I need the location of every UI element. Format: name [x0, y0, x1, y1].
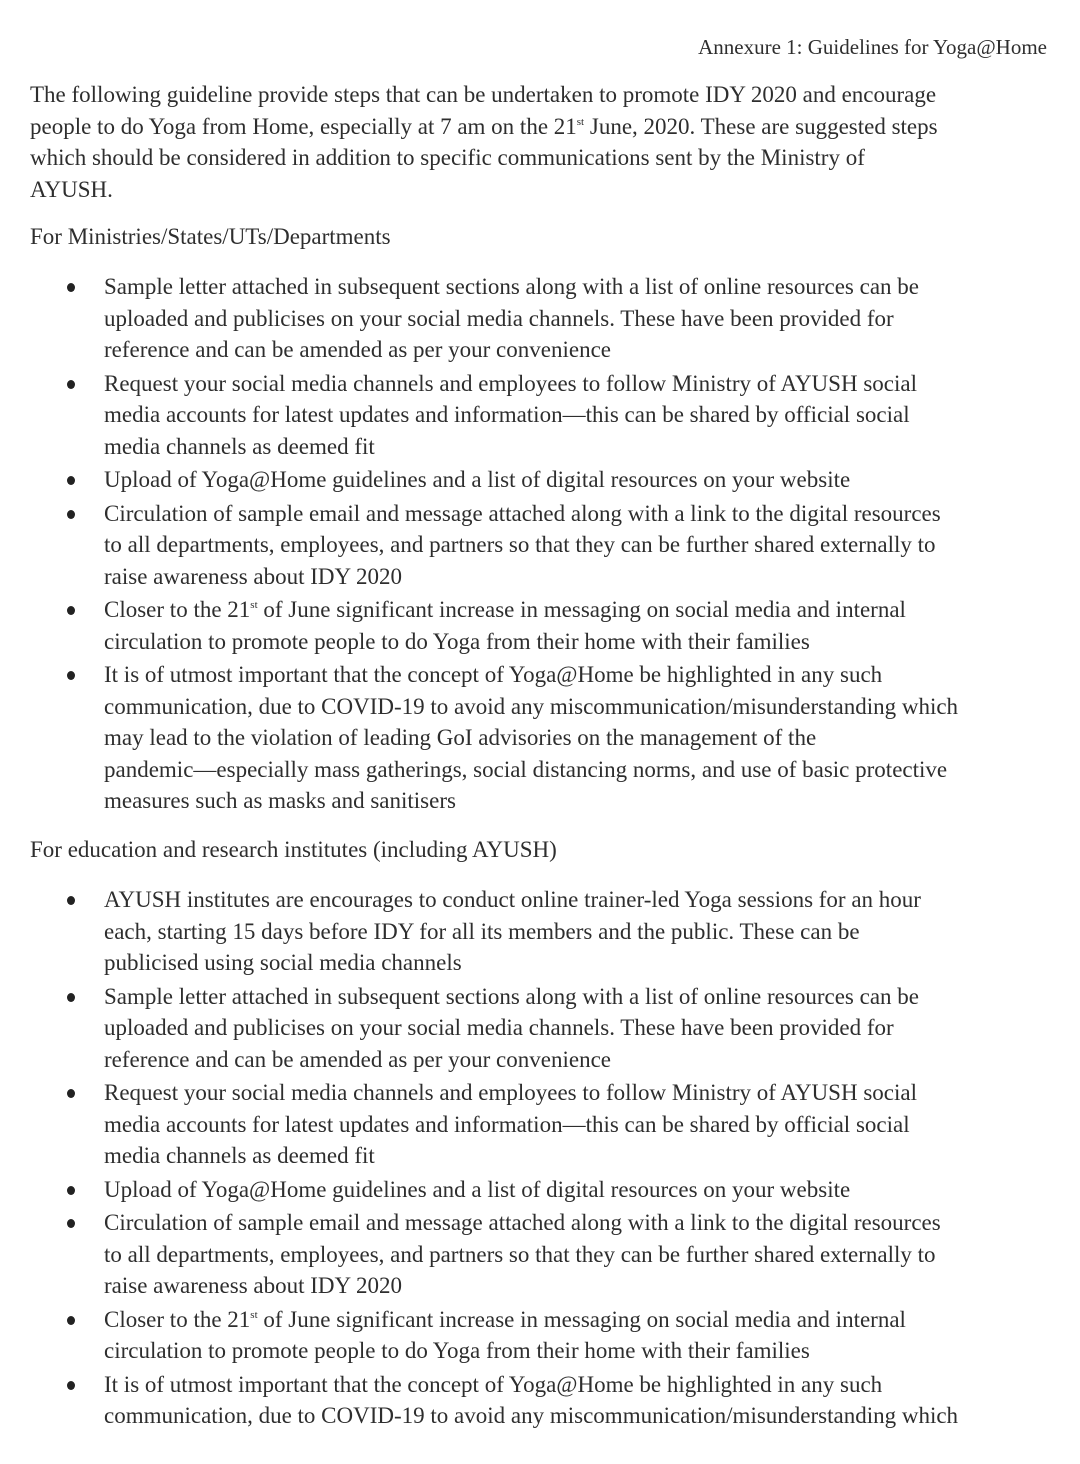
list-item	[0, 594, 958, 657]
text-line: publicised using social media channels	[104, 950, 462, 975]
list-item	[0, 368, 958, 463]
text-line: to all departments, employees, and partners so that they can be further shared externally to	[104, 1241, 936, 1267]
list-item	[0, 1369, 958, 1432]
text-line: Request your social media channels and employees to follow Ministry of AYUSH social	[104, 1080, 917, 1105]
text-line	[30, 111, 938, 143]
text-line: each, starting 15 days before IDY for all its members and the public. These can be	[104, 918, 860, 944]
bullet-icon	[67, 606, 75, 615]
bullet-icon	[67, 1186, 75, 1195]
text-line: pandemic—especially mass gatherings, social distancing norms, and use of basic protective	[104, 756, 948, 782]
text-line	[104, 594, 958, 626]
text-line: raise awareness about IDY 2020	[104, 563, 403, 589]
text-segment: June, 2020. These are suggested steps	[584, 113, 938, 139]
text-segment: of June significant increase in messaging on social media and internal	[257, 1306, 906, 1332]
text-line: raise awareness about IDY 2020	[104, 1273, 403, 1298]
ministries-bullet-list	[0, 271, 958, 819]
list-item	[0, 1207, 958, 1302]
text-line: circulation to promote people to do Yoga from their home with their families	[104, 628, 810, 654]
text-line: AYUSH.	[30, 176, 113, 202]
text-segment: of June significant increase in messaging on social media and internal	[257, 597, 906, 622]
text-line: reference and can be amended as per your convenience	[104, 1046, 611, 1072]
text-line: media accounts for latest updates and information—this can be shared by official social	[104, 1111, 910, 1137]
text-line: Sample letter attached in subsequent sections along with a list of online resources can be	[104, 274, 919, 299]
bullet-icon	[67, 671, 75, 680]
list-item	[0, 464, 958, 496]
text-line: which should be considered in addition to specific communications sent by the Ministry of	[30, 145, 865, 170]
text-line: communication, due to COVID-19 to avoid any miscommunication/misunderstanding which	[104, 1403, 959, 1428]
text-line: Circulation of sample email and message attached along with a link to the digital resources	[104, 1210, 941, 1235]
text-line: to all departments, employees, and partners so that they can be further shared externally to	[104, 532, 936, 557]
text-line: Sample letter attached in subsequent sections along with a list of online resources can be	[104, 983, 919, 1009]
text-line: AYUSH institutes are encourages to conduct online trainer-led Yoga sessions for an hour	[104, 887, 921, 912]
intro-paragraph	[30, 79, 938, 205]
text-line: measures such as masks and sanitisers	[104, 788, 456, 813]
bullet-icon	[67, 1219, 75, 1228]
bullet-icon	[67, 896, 75, 905]
ordinal-superscript: st	[250, 599, 258, 611]
text-line: uploaded and publicises on your social media channels. These have been provided for	[104, 305, 894, 331]
text-line: circulation to promote people to do Yoga from their home with their families	[104, 1338, 810, 1363]
text-line: It is of utmost important that the concept of Yoga@Home be highlighted in any such	[104, 1371, 883, 1397]
bullet-icon	[67, 993, 75, 1002]
list-item	[0, 981, 958, 1076]
ordinal-superscript: st	[250, 1308, 258, 1321]
education-bullet-list	[0, 884, 958, 1434]
text-segment: Closer to the 21	[104, 597, 251, 622]
text-line: communication, due to COVID-19 to avoid any miscommunication/misunderstanding which	[104, 693, 959, 719]
bullet-icon	[67, 476, 75, 485]
bullet-icon	[67, 1316, 75, 1325]
list-item	[0, 1077, 958, 1172]
bullet-icon	[67, 283, 75, 292]
bullet-icon	[67, 1089, 75, 1098]
text-line: Request your social media channels and employees to follow Ministry of AYUSH social	[104, 370, 917, 396]
list-item	[0, 1304, 958, 1367]
text-line: It is of utmost important that the concept of Yoga@Home be highlighted in any such	[104, 662, 883, 687]
text-line: Circulation of sample email and message attached along with a link to the digital resources	[104, 500, 941, 526]
bullet-icon	[67, 510, 75, 519]
text-segment: Closer to the 21	[104, 1306, 251, 1332]
bullet-icon	[67, 1381, 75, 1390]
text-line: Upload of Yoga@Home guidelines and a list of digital resources on your website	[104, 1176, 851, 1202]
text-line: media channels as deemed fit	[104, 1143, 375, 1168]
list-item	[0, 498, 958, 593]
text-line	[104, 1304, 958, 1336]
text-line: reference and can be amended as per your convenience	[104, 337, 611, 362]
list-item	[0, 884, 958, 979]
annexure-header: Annexure 1: Guidelines for Yoga@Home	[698, 35, 1047, 59]
list-item	[0, 271, 958, 366]
text-line: may lead to the violation of leading GoI advisories on the management of the	[104, 725, 817, 750]
list-item	[0, 1174, 958, 1206]
text-line: Upload of Yoga@Home guidelines and a list of digital resources on your website	[104, 467, 851, 492]
text-line: uploaded and publicises on your social media channels. These have been provided for	[104, 1015, 894, 1040]
text-line: media channels as deemed fit	[104, 433, 375, 459]
text-line: media accounts for latest updates and information—this can be shared by official social	[104, 402, 910, 427]
list-item	[0, 659, 958, 817]
text-segment: people to do Yoga from Home, especially at 7 am on the 21	[30, 113, 577, 139]
ordinal-superscript: st	[576, 115, 585, 128]
text-line: The following guideline provide steps that can be undertaken to promote IDY 2020 and encourage	[30, 82, 937, 107]
bullet-icon	[67, 380, 75, 389]
section-heading-education: For education and research institutes (including AYUSH)	[30, 837, 557, 862]
section-heading-ministries: For Ministries/States/UTs/Departments	[30, 224, 391, 249]
